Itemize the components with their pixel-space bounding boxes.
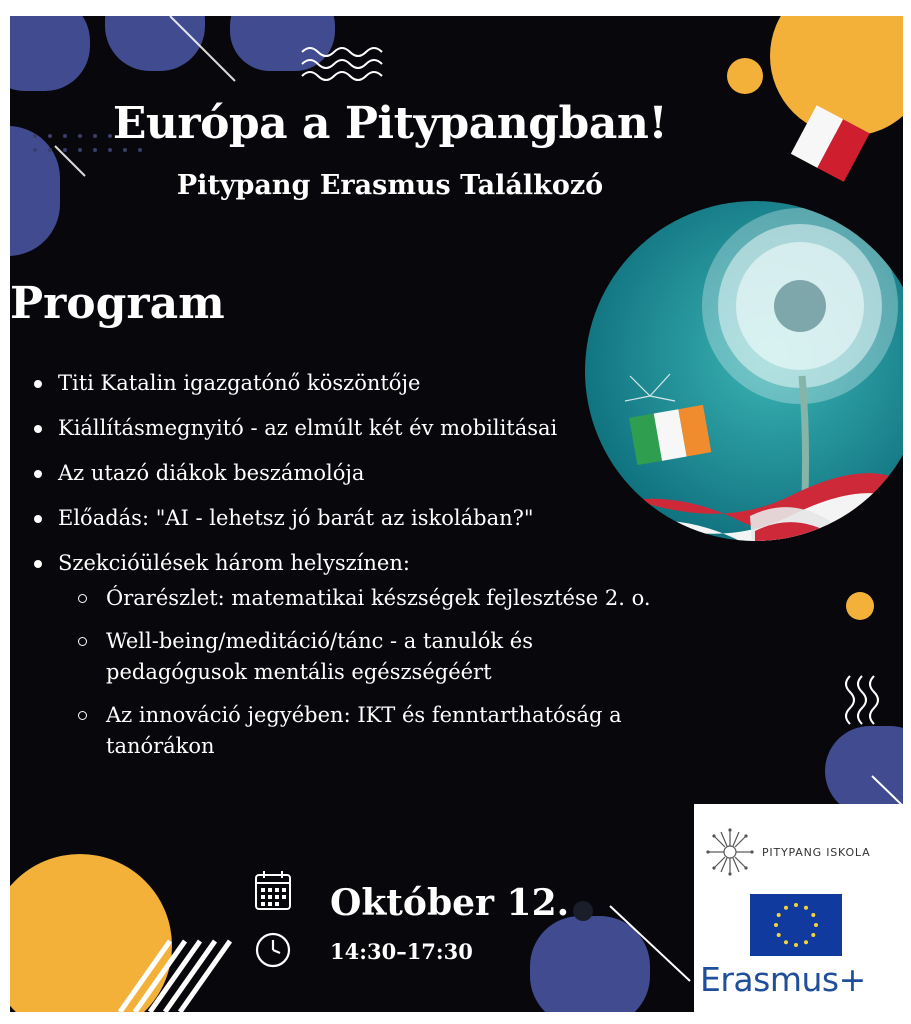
program-item: Előadás: "AI - lehetsz jó barát az iskolában?" — [18, 503, 778, 534]
erasmus-plus-logo: Erasmus+ — [700, 960, 866, 999]
school-name: PITYPANG ISKOLA — [762, 846, 871, 859]
dandelion-logo-icon — [704, 826, 756, 878]
logo-panel — [694, 804, 903, 1012]
session-item: Órarészlet: matematikai készségek fejlesztése 2. o. — [18, 583, 778, 614]
program-item-label: Szekcióülések három helyszínen: — [58, 551, 410, 575]
program-item: Kiállításmegnyitó - az elmúlt két év mobilitásai — [18, 413, 778, 444]
event-time: 14:30–17:30 — [330, 939, 473, 964]
sessions-sublist — [18, 583, 778, 762]
sessions-sublist-container — [18, 583, 778, 762]
program-item: Az utazó diákok beszámolója — [18, 458, 778, 489]
event-date: Október 12. — [330, 882, 570, 924]
session-item: Well-being/meditáció/tánc - a tanulók és pedagógusok mentális egészségéért — [18, 626, 666, 688]
program-list — [18, 368, 778, 774]
program-item: Titi Katalin igazgatónő köszöntője — [18, 368, 778, 399]
calendar-icon — [253, 868, 293, 912]
eu-flag-icon — [750, 894, 842, 956]
session-item: Az innováció jegyében: IKT és fenntarthatóság a tanórákon — [18, 700, 666, 762]
poster-subtitle: Pitypang Erasmus Találkozó — [176, 170, 604, 201]
poster — [10, 16, 903, 1012]
program-heading: Program — [10, 278, 225, 329]
clock-icon — [253, 930, 293, 970]
program-item-sessions — [18, 548, 778, 579]
poster-title: Európa a Pitypangban! — [112, 98, 668, 149]
